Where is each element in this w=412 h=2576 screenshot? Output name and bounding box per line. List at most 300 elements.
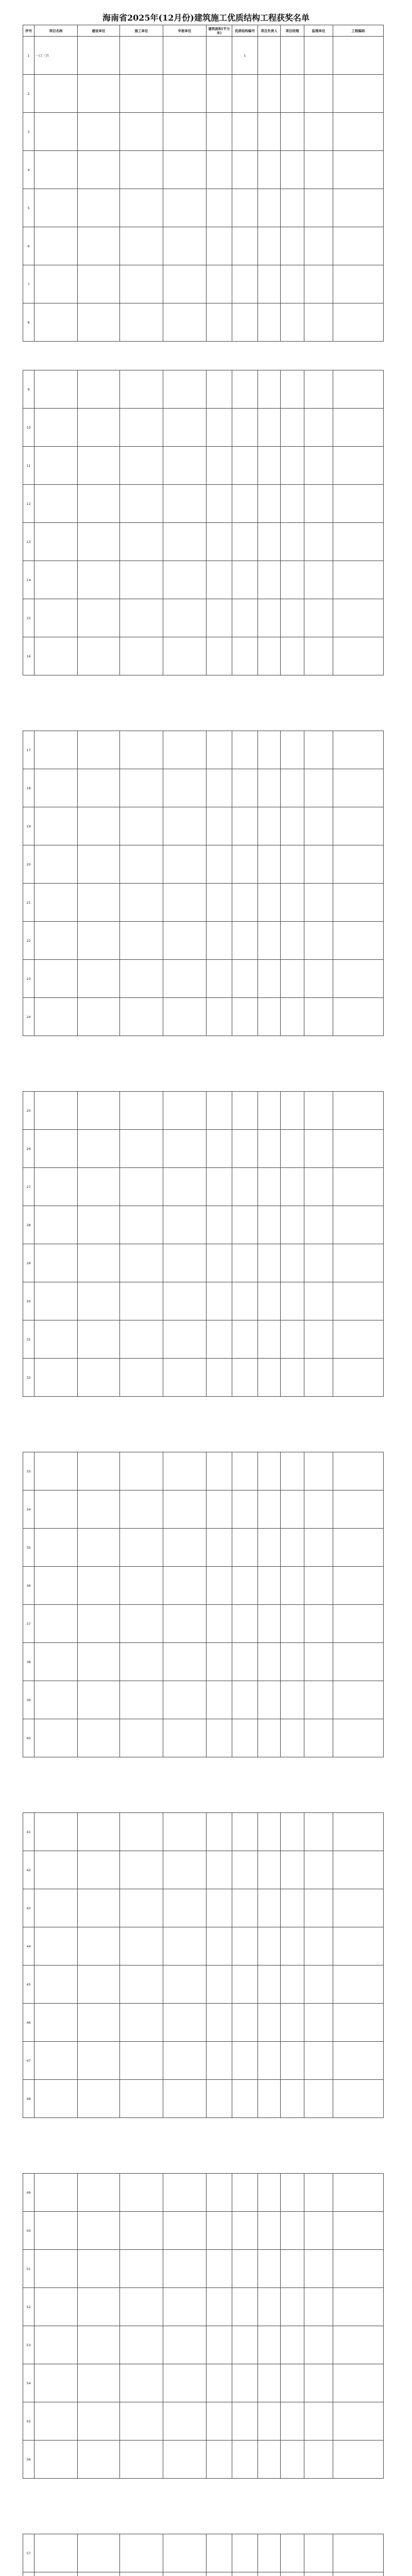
cell-client bbox=[78, 807, 120, 845]
cell-no: 8 bbox=[23, 303, 35, 342]
cell-remark bbox=[333, 1889, 384, 1927]
cell-remark bbox=[333, 523, 384, 561]
cell-client bbox=[78, 2042, 120, 2080]
cell-remark bbox=[333, 370, 384, 409]
cell-area bbox=[207, 265, 232, 303]
cell-project bbox=[35, 1130, 78, 1168]
column-header: 工程编码 bbox=[333, 25, 384, 37]
cell-code bbox=[232, 265, 258, 303]
cell-area bbox=[207, 1567, 232, 1605]
cell-client bbox=[78, 2250, 120, 2288]
cell-client bbox=[78, 769, 120, 807]
cell-applicant bbox=[163, 1490, 207, 1529]
cell-client bbox=[78, 1927, 120, 1965]
cell-date bbox=[258, 447, 281, 485]
cell-builder bbox=[120, 2174, 163, 2212]
cell-project bbox=[35, 75, 78, 113]
cell-builder bbox=[120, 1567, 163, 1605]
cell-date bbox=[258, 807, 281, 845]
cell-applicant bbox=[163, 75, 207, 113]
cell-lead bbox=[281, 1282, 304, 1320]
cell-area bbox=[207, 1643, 232, 1681]
cell-builder bbox=[120, 2212, 163, 2250]
cell-lead bbox=[281, 1206, 304, 1244]
table-row bbox=[23, 1681, 384, 1719]
cell-builder bbox=[120, 1643, 163, 1681]
cell-project bbox=[35, 1681, 78, 1719]
cell-client bbox=[78, 2288, 120, 2326]
cell-builder bbox=[120, 2402, 163, 2441]
cell-supervisor bbox=[304, 1643, 333, 1681]
page-6 bbox=[0, 1803, 412, 2164]
cell-client bbox=[78, 561, 120, 599]
cell-supervisor bbox=[304, 561, 333, 599]
cell-code bbox=[232, 1719, 258, 1757]
cell-supervisor bbox=[304, 2441, 333, 2479]
column-header: 施工单位 bbox=[120, 25, 163, 37]
cell-client bbox=[78, 2572, 120, 2576]
cell-code bbox=[232, 1965, 258, 2004]
cell-supervisor bbox=[304, 75, 333, 113]
cell-project bbox=[35, 922, 78, 960]
cell-no: 15 bbox=[23, 599, 35, 637]
cell-lead bbox=[281, 2042, 304, 2080]
cell-builder bbox=[120, 75, 163, 113]
cell-applicant bbox=[163, 998, 207, 1036]
cell-remark bbox=[333, 485, 384, 523]
column-header: 建设单位 bbox=[78, 25, 120, 37]
cell-no: 45 bbox=[23, 1965, 35, 2004]
cell-no: 42 bbox=[23, 1851, 35, 1889]
cell-date bbox=[258, 523, 281, 561]
cell-remark bbox=[333, 599, 384, 637]
cell-area bbox=[207, 523, 232, 561]
cell-lead bbox=[281, 303, 304, 342]
cell-area bbox=[207, 1490, 232, 1529]
cell-date bbox=[258, 1452, 281, 1490]
cell-date bbox=[258, 2572, 281, 2576]
cell-lead bbox=[281, 1359, 304, 1397]
table-row bbox=[23, 1927, 384, 1965]
cell-project bbox=[35, 807, 78, 845]
cell-applicant bbox=[163, 2441, 207, 2479]
cell-project bbox=[35, 1643, 78, 1681]
cell-date bbox=[258, 1567, 281, 1605]
cell-date bbox=[258, 731, 281, 769]
cell-remark bbox=[333, 769, 384, 807]
table-row bbox=[23, 2534, 384, 2572]
cell-builder bbox=[120, 2042, 163, 2080]
table-row bbox=[23, 113, 384, 151]
cell-lead bbox=[281, 2402, 304, 2441]
cell-no: 47 bbox=[23, 2042, 35, 2080]
cell-no: 26 bbox=[23, 1130, 35, 1168]
cell-lead bbox=[281, 1168, 304, 1206]
table-row bbox=[23, 884, 384, 922]
table-row bbox=[23, 1605, 384, 1643]
cell-code bbox=[232, 75, 258, 113]
table-row bbox=[23, 2326, 384, 2364]
cell-supervisor bbox=[304, 960, 333, 998]
cell-code bbox=[232, 2250, 258, 2288]
cell-code bbox=[232, 2402, 258, 2441]
cell-remark bbox=[333, 1681, 384, 1719]
cell-applicant bbox=[163, 370, 207, 409]
cell-remark bbox=[333, 1813, 384, 1851]
table-row bbox=[23, 1168, 384, 1206]
cell-lead bbox=[281, 1092, 304, 1130]
cell-applicant bbox=[163, 2364, 207, 2402]
cell-applicant bbox=[163, 189, 207, 227]
cell-no: 23 bbox=[23, 960, 35, 998]
cell-applicant bbox=[163, 485, 207, 523]
cell-builder bbox=[120, 303, 163, 342]
table-row bbox=[23, 151, 384, 189]
cell-supervisor bbox=[304, 1851, 333, 1889]
table-row bbox=[23, 2042, 384, 2080]
cell-area bbox=[207, 2364, 232, 2402]
cell-no: 27 bbox=[23, 1168, 35, 1206]
cell-applicant bbox=[163, 1282, 207, 1320]
cell-date bbox=[258, 370, 281, 409]
cell-lead bbox=[281, 1719, 304, 1757]
cell-date bbox=[258, 922, 281, 960]
cell-applicant bbox=[163, 769, 207, 807]
cell-area bbox=[207, 769, 232, 807]
cell-area bbox=[207, 1092, 232, 1130]
cell-client bbox=[78, 523, 120, 561]
cell-no: 37 bbox=[23, 1605, 35, 1643]
cell-date bbox=[258, 1681, 281, 1719]
cell-remark bbox=[333, 1092, 384, 1130]
cell-lead bbox=[281, 1490, 304, 1529]
table-row bbox=[23, 2572, 384, 2576]
table-row bbox=[23, 2402, 384, 2441]
cell-no: 56 bbox=[23, 2441, 35, 2479]
cell-area bbox=[207, 561, 232, 599]
cell-lead bbox=[281, 807, 304, 845]
cell-supervisor bbox=[304, 151, 333, 189]
table-row bbox=[23, 485, 384, 523]
cell-builder bbox=[120, 37, 163, 75]
cell-lead bbox=[281, 447, 304, 485]
cell-code bbox=[232, 113, 258, 151]
cell-remark bbox=[333, 75, 384, 113]
cell-client bbox=[78, 960, 120, 998]
cell-no: 54 bbox=[23, 2364, 35, 2402]
cell-supervisor bbox=[304, 1719, 333, 1757]
cell-date bbox=[258, 2174, 281, 2212]
cell-applicant bbox=[163, 2004, 207, 2042]
cell-applicant bbox=[163, 1719, 207, 1757]
cell-no: 25 bbox=[23, 1092, 35, 1130]
cell-applicant bbox=[163, 227, 207, 265]
cell-client bbox=[78, 151, 120, 189]
cell-client bbox=[78, 1719, 120, 1757]
cell-builder bbox=[120, 523, 163, 561]
cell-area bbox=[207, 2572, 232, 2576]
cell-code bbox=[232, 1927, 258, 1965]
cell-date bbox=[258, 561, 281, 599]
cell-client bbox=[78, 1130, 120, 1168]
cell-no: 49 bbox=[23, 2174, 35, 2212]
cell-client bbox=[78, 1889, 120, 1927]
cell-supervisor bbox=[304, 1452, 333, 1490]
cell-date bbox=[258, 485, 281, 523]
table-row bbox=[23, 1965, 384, 2004]
cell-client bbox=[78, 409, 120, 447]
cell-supervisor bbox=[304, 1130, 333, 1168]
cell-area bbox=[207, 303, 232, 342]
cell-applicant bbox=[163, 1168, 207, 1206]
cell-client bbox=[78, 37, 120, 75]
cell-date bbox=[258, 1813, 281, 1851]
table-row bbox=[23, 1359, 384, 1397]
cell-supervisor bbox=[304, 1206, 333, 1244]
cell-no: 43 bbox=[23, 1889, 35, 1927]
cell-supervisor bbox=[304, 1813, 333, 1851]
cell-date bbox=[258, 1643, 281, 1681]
table-row bbox=[23, 1529, 384, 1567]
cell-date bbox=[258, 769, 281, 807]
cell-area bbox=[207, 2402, 232, 2441]
cell-code bbox=[232, 2326, 258, 2364]
cell-client bbox=[78, 637, 120, 675]
cell-area bbox=[207, 1206, 232, 1244]
cell-no: 11 bbox=[23, 447, 35, 485]
cell-applicant bbox=[163, 922, 207, 960]
cell-lead bbox=[281, 370, 304, 409]
table-row bbox=[23, 1206, 384, 1244]
cell-applicant bbox=[163, 151, 207, 189]
cell-lead bbox=[281, 75, 304, 113]
cell-builder bbox=[120, 884, 163, 922]
cell-applicant bbox=[163, 637, 207, 675]
cell-builder bbox=[120, 370, 163, 409]
cell-code bbox=[232, 1490, 258, 1529]
cell-remark bbox=[333, 113, 384, 151]
cell-remark bbox=[333, 561, 384, 599]
cell-applicant bbox=[163, 1529, 207, 1567]
cell-lead bbox=[281, 2572, 304, 2576]
cell-builder bbox=[120, 1681, 163, 1719]
cell-area bbox=[207, 2174, 232, 2212]
cell-applicant bbox=[163, 1965, 207, 2004]
cell-client bbox=[78, 1092, 120, 1130]
cell-builder bbox=[120, 1490, 163, 1529]
column-header: 申报单位 bbox=[163, 25, 207, 37]
cell-client bbox=[78, 303, 120, 342]
cell-builder bbox=[120, 1282, 163, 1320]
cell-applicant bbox=[163, 1359, 207, 1397]
cell-project bbox=[35, 265, 78, 303]
cell-project bbox=[35, 1605, 78, 1643]
cell-date bbox=[258, 189, 281, 227]
cell-builder bbox=[120, 1851, 163, 1889]
results-table bbox=[23, 2534, 384, 2576]
cell-project bbox=[35, 1452, 78, 1490]
cell-client bbox=[78, 447, 120, 485]
table-row bbox=[23, 370, 384, 409]
table-row bbox=[23, 561, 384, 599]
cell-applicant bbox=[163, 2288, 207, 2326]
cell-project bbox=[35, 2534, 78, 2572]
table-row bbox=[23, 2288, 384, 2326]
cell-remark bbox=[333, 1529, 384, 1567]
cell-remark bbox=[333, 2402, 384, 2441]
cell-builder bbox=[120, 2080, 163, 2118]
cell-supervisor bbox=[304, 769, 333, 807]
column-header: 项目经理 bbox=[281, 25, 304, 37]
cell-code bbox=[232, 1168, 258, 1206]
cell-remark bbox=[333, 998, 384, 1036]
cell-remark bbox=[333, 637, 384, 675]
cell-client bbox=[78, 227, 120, 265]
cell-lead bbox=[281, 1889, 304, 1927]
cell-area bbox=[207, 2250, 232, 2288]
cell-date bbox=[258, 1206, 281, 1244]
cell-code bbox=[232, 2288, 258, 2326]
table-header-row bbox=[23, 25, 384, 37]
cell-builder bbox=[120, 1168, 163, 1206]
cell-area bbox=[207, 884, 232, 922]
cell-area bbox=[207, 998, 232, 1036]
cell-area bbox=[207, 807, 232, 845]
cell-date bbox=[258, 845, 281, 884]
cell-date bbox=[258, 37, 281, 75]
cell-date bbox=[258, 2326, 281, 2364]
cell-builder bbox=[120, 2004, 163, 2042]
cell-code bbox=[232, 1206, 258, 1244]
cell-builder bbox=[120, 409, 163, 447]
cell-date bbox=[258, 1092, 281, 1130]
cell-area bbox=[207, 1320, 232, 1359]
cell-client bbox=[78, 1851, 120, 1889]
cell-date bbox=[258, 2004, 281, 2042]
cell-remark bbox=[333, 1130, 384, 1168]
table-row bbox=[23, 599, 384, 637]
column-header: 监理单位 bbox=[304, 25, 333, 37]
cell-supervisor bbox=[304, 807, 333, 845]
cell-builder bbox=[120, 1244, 163, 1282]
cell-supervisor bbox=[304, 2402, 333, 2441]
cell-date bbox=[258, 1529, 281, 1567]
cell-area bbox=[207, 151, 232, 189]
cell-no: 5 bbox=[23, 189, 35, 227]
table-row bbox=[23, 227, 384, 265]
cell-builder bbox=[120, 2250, 163, 2288]
cell-remark bbox=[333, 1282, 384, 1320]
cell-no: 1 bbox=[23, 37, 35, 75]
cell-no: 51 bbox=[23, 2250, 35, 2288]
cell-builder bbox=[120, 731, 163, 769]
cell-lead bbox=[281, 1813, 304, 1851]
cell-code bbox=[232, 1605, 258, 1643]
cell-code bbox=[232, 1359, 258, 1397]
cell-date bbox=[258, 960, 281, 998]
cell-supervisor bbox=[304, 523, 333, 561]
cell-date bbox=[258, 1719, 281, 1757]
table-row bbox=[23, 2174, 384, 2212]
table-row bbox=[23, 1490, 384, 1529]
cell-project bbox=[35, 1719, 78, 1757]
cell-code bbox=[232, 189, 258, 227]
cell-area bbox=[207, 75, 232, 113]
cell-area bbox=[207, 1889, 232, 1927]
cell-applicant bbox=[163, 2042, 207, 2080]
cell-builder bbox=[120, 807, 163, 845]
table-row bbox=[23, 1282, 384, 1320]
cell-project bbox=[35, 189, 78, 227]
cell-code bbox=[232, 2212, 258, 2250]
cell-area bbox=[207, 485, 232, 523]
cell-area bbox=[207, 1813, 232, 1851]
cell-remark bbox=[333, 1719, 384, 1757]
cell-client bbox=[78, 265, 120, 303]
cell-code bbox=[232, 599, 258, 637]
cell-supervisor bbox=[304, 1965, 333, 2004]
cell-area bbox=[207, 599, 232, 637]
table-row bbox=[23, 447, 384, 485]
cell-builder bbox=[120, 1092, 163, 1130]
cell-lead bbox=[281, 561, 304, 599]
cell-project bbox=[35, 370, 78, 409]
cell-client bbox=[78, 1681, 120, 1719]
cell-supervisor bbox=[304, 113, 333, 151]
cell-supervisor bbox=[304, 1529, 333, 1567]
cell-lead bbox=[281, 1320, 304, 1359]
cell-applicant bbox=[163, 2212, 207, 2250]
cell-applicant bbox=[163, 523, 207, 561]
cell-client bbox=[78, 1529, 120, 1567]
cell-lead bbox=[281, 769, 304, 807]
cell-date bbox=[258, 1851, 281, 1889]
cell-supervisor bbox=[304, 2326, 333, 2364]
cell-project bbox=[35, 2174, 78, 2212]
cell-remark bbox=[333, 960, 384, 998]
cell-area bbox=[207, 227, 232, 265]
cell-lead bbox=[281, 2441, 304, 2479]
cell-client bbox=[78, 189, 120, 227]
cell-remark bbox=[333, 1206, 384, 1244]
cell-area bbox=[207, 1851, 232, 1889]
cell-code bbox=[232, 2534, 258, 2572]
cell-lead bbox=[281, 37, 304, 75]
results-table bbox=[23, 731, 384, 1036]
cell-builder bbox=[120, 1813, 163, 1851]
cell-applicant bbox=[163, 2402, 207, 2441]
cell-supervisor bbox=[304, 1681, 333, 1719]
table-row bbox=[23, 922, 384, 960]
cell-remark bbox=[333, 1168, 384, 1206]
cell-date bbox=[258, 599, 281, 637]
cell-applicant bbox=[163, 731, 207, 769]
cell-date bbox=[258, 1359, 281, 1397]
cell-builder bbox=[120, 447, 163, 485]
cell-client bbox=[78, 1282, 120, 1320]
cell-lead bbox=[281, 1965, 304, 2004]
page-5 bbox=[0, 1443, 412, 1803]
cell-no: 33 bbox=[23, 1452, 35, 1490]
cell-supervisor bbox=[304, 2004, 333, 2042]
cell-builder bbox=[120, 485, 163, 523]
cell-applicant bbox=[163, 303, 207, 342]
table-row bbox=[23, 2080, 384, 2118]
cell-lead bbox=[281, 2004, 304, 2042]
cell-builder bbox=[120, 1889, 163, 1927]
cell-client bbox=[78, 2004, 120, 2042]
cell-remark bbox=[333, 2042, 384, 2080]
